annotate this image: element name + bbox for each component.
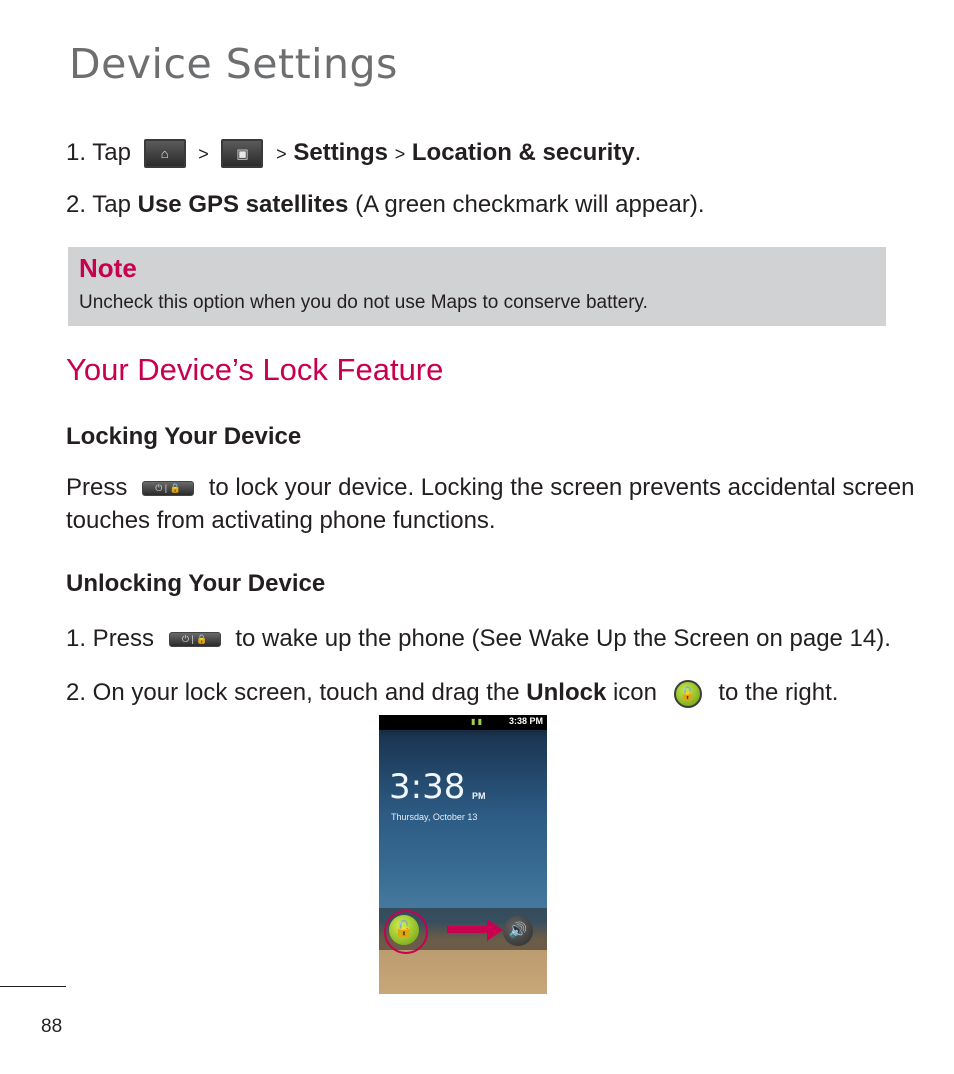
lock-date: Thursday, October 13: [391, 812, 478, 822]
status-time: 3:38 PM: [508, 716, 543, 726]
locking-heading: Locking Your Device: [66, 423, 302, 450]
lock-screen-screenshot: [379, 715, 547, 994]
separator: >: [198, 144, 209, 164]
separator: >: [394, 144, 406, 164]
period: .: [634, 139, 642, 166]
gps-option-label: Use GPS satellites: [137, 191, 349, 218]
arrow-right-icon-head: [487, 919, 503, 941]
step-2: [66, 190, 705, 220]
home-key-icon: ⌂: [144, 139, 186, 168]
unlock-icon: 🔓: [674, 680, 702, 708]
locking-paragraph-line-1: [66, 473, 914, 503]
status-bar: [379, 715, 547, 730]
unlock-step-2: [66, 678, 838, 708]
note-heading: Note: [79, 253, 137, 283]
lock-ampm: PM: [472, 791, 486, 801]
unlock-step-2-suffix: to the right.: [718, 679, 839, 706]
unlock-step-2-prefix: 2. On your lock screen, touch and drag the: [66, 679, 520, 706]
unlock-step-1: [66, 624, 891, 654]
note-box: [68, 247, 886, 326]
location-security-label: Location & security: [411, 139, 635, 166]
locking-text: to lock your device. Locking the screen prevents accidental screen: [208, 474, 915, 501]
page-title: Device Settings: [69, 40, 398, 88]
unlock-step-1-prefix: 1. Press: [66, 625, 155, 652]
power-lock-key-icon: ⏻ | 🔒: [169, 632, 221, 647]
step-1: [66, 138, 641, 169]
unlock-icon[interactable]: 🔓: [389, 915, 419, 945]
note-body: Uncheck this option when you do not use Maps to conserve battery.: [79, 292, 648, 313]
arrow-right-icon: [447, 926, 489, 933]
step-2-prefix: 2. Tap: [66, 191, 131, 218]
unlock-word: Unlock: [526, 679, 607, 706]
icon-word: icon: [612, 679, 657, 706]
separator: >: [276, 144, 287, 164]
press-label: Press: [66, 474, 128, 501]
step-1-prefix: 1. Tap: [66, 139, 131, 166]
step-2-suffix: (A green checkmark will appear).: [355, 191, 705, 218]
lock-clock: 3:38: [389, 767, 466, 807]
sound-icon[interactable]: 🔊: [503, 916, 533, 946]
section-title: Your Device’s Lock Feature: [66, 352, 444, 387]
footer-rule: [0, 986, 66, 987]
locking-paragraph-line-2: touches from activating phone functions.: [66, 507, 496, 534]
power-lock-key-icon: ⏻ | 🔒: [142, 481, 194, 496]
menu-key-icon: ▣: [221, 139, 263, 168]
settings-label: Settings: [293, 139, 389, 166]
page-number: 88: [41, 1016, 63, 1037]
unlock-step-1-text: to wake up the phone (See Wake Up the Screen on page 14).: [235, 625, 891, 652]
unlocking-heading: Unlocking Your Device: [66, 570, 326, 597]
status-icons: ▮ ▮: [471, 717, 483, 726]
